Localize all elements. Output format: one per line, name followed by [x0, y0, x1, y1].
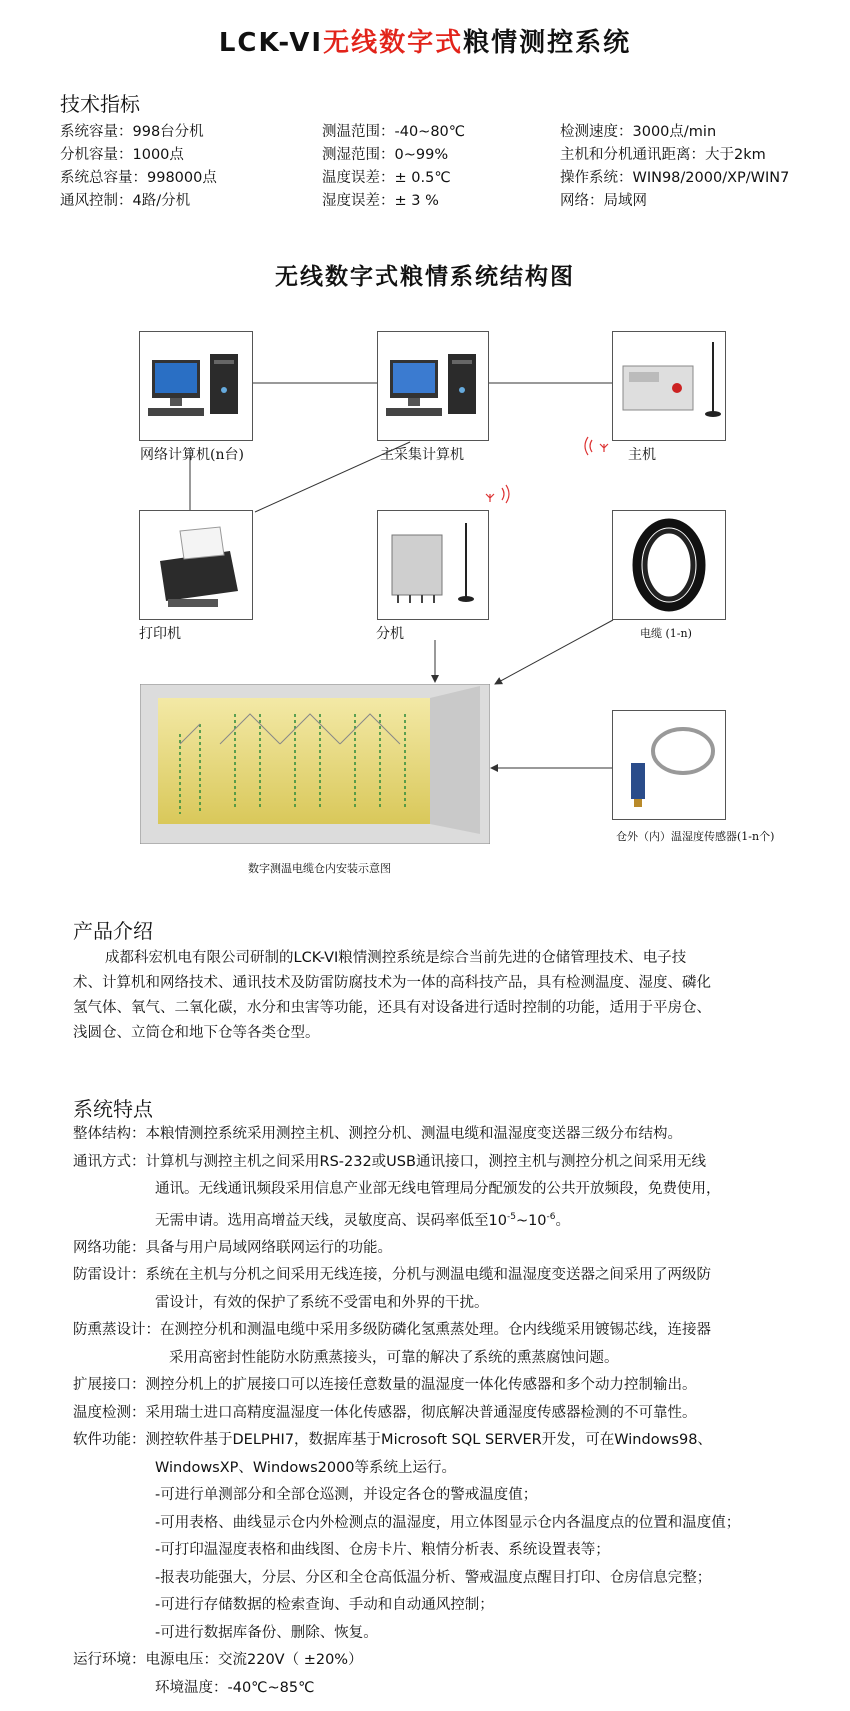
spec-item: 网络：局域网 [560, 193, 647, 209]
label-printer: 打印机 [139, 626, 181, 642]
feature-text: -可进行单测部分和全部仓巡测，并设定各仓的警戒温度值； [155, 1487, 538, 1504]
sensor-icon [613, 711, 725, 819]
feature-item [73, 1262, 813, 1290]
feature-text: WindowsXP、Windows2000等系统上运行。 [155, 1459, 457, 1476]
feature-label: 温度检测： [73, 1404, 146, 1421]
feature-text: -报表功能强大，分层、分区和全仓高低温分析、警戒温度点醒目打印、仓房信息完整； [155, 1569, 712, 1586]
printer-box [139, 510, 253, 620]
spec-item: 系统总容量：998000点 [60, 170, 217, 186]
intro-line: 氢气体、氧气、二氧化碳，水分和虫害等功能，还具有对设备进行适时控制的功能，适用于平房仓、 [73, 1000, 711, 1016]
intro-line: 浅圆仓、立筒仓和地下仓等各类仓型。 [73, 1025, 320, 1041]
feature-label: 运行环境： [73, 1652, 146, 1669]
cable-icon [613, 511, 725, 619]
feature-text: 采用瑞士进口高精度温湿度一体化传感器，彻底解决普通湿度传感器检测的不可靠性。 [145, 1404, 697, 1421]
exp-2: -6 [546, 1211, 556, 1222]
feature-item [73, 1372, 813, 1400]
title-prefix: LCK-VI [218, 28, 324, 58]
host-device-icon [613, 332, 725, 440]
feature-item [73, 1400, 813, 1428]
feature-text: -可用表格、曲线显示仓内外检测点的温湿度，用立体图显示仓内各温度点的位置和温度值； [155, 1514, 741, 1531]
slave-box [377, 510, 489, 620]
feature-text: 电源电压：交流220V（ ±20%） [145, 1652, 363, 1669]
intro-line: 术、计算机和网络技术、通讯技术及防雷防腐技术为一体的高科技产品，具有检测温度、湿度、磷化 [73, 975, 711, 991]
feature-item [73, 1121, 813, 1149]
spec-item: 操作系统：WIN98/2000/XP/WIN7 [560, 170, 790, 186]
feature-text: 测控分机上的扩展接口可以连接任意数量的温湿度一体化传感器和多个动力控制输出。 [145, 1377, 697, 1394]
label-host: 主机 [628, 447, 656, 463]
computer-icon [378, 332, 488, 440]
comm-line3-mid: ~10 [515, 1212, 547, 1229]
arrow-cable-warehouse [495, 620, 613, 684]
feature-item [73, 1317, 813, 1345]
label-sensor: 仓外（内）温湿度传感器(1-n个) [616, 830, 775, 843]
feature-label: 整体结构： [73, 1126, 146, 1142]
intro-text [73, 946, 803, 1046]
feature-text: 计算机与测控主机之间采用RS-232或USB通讯接口，测控主机与测控分机之间采用无线 [145, 1153, 706, 1170]
feature-label: 扩展接口： [73, 1377, 146, 1394]
exp-1: -5 [506, 1211, 516, 1222]
slave-device-icon [378, 511, 488, 619]
comm-line3-text: 无需申请。选用高增益天线，灵敏度高、误码率低至10 [155, 1212, 507, 1229]
feature-label: 软件功能： [73, 1432, 146, 1449]
feature-label: 防熏蒸设计： [73, 1322, 160, 1339]
spec-item: 温度误差：± 0.5℃ [322, 170, 451, 186]
feature-item [73, 1427, 813, 1455]
feature-text [73, 1204, 813, 1235]
specs-heading: 技术指标 [60, 92, 140, 116]
printer-icon [140, 511, 252, 619]
spec-item: 检测速度：3000点/min [560, 124, 717, 140]
spec-item: 测湿范围：0~99% [322, 147, 449, 163]
spec-item: 系统容量：998台分机 [60, 124, 204, 140]
warehouse-illustration [140, 684, 490, 844]
feature-text: 环境温度：-40℃~85℃ [155, 1679, 315, 1696]
intro-heading: 产品介绍 [73, 919, 153, 943]
feature-text: 本粮情测控系统采用测控主机、测控分机、测温电缆和温湿度变送器三级分布结构。 [145, 1126, 682, 1142]
spec-item: 主机和分机通讯距离：大于2km [560, 147, 766, 163]
signal-icon-host [585, 437, 608, 455]
features-list [73, 1121, 813, 1702]
feature-text: -可进行存储数据的检索查询、手动和自动通风控制； [155, 1597, 494, 1614]
feature-text: 系统在主机与分机之间采用无线连接，分机与测温电缆和温湿度变送器之间采用了两级防 [145, 1267, 711, 1284]
computer-icon [140, 332, 252, 440]
warehouse-icon [140, 684, 490, 844]
intro-line: 成都科宏机电有限公司研制的LCK-VI粮情测控系统是综合当前先进的仓储管理技术、电子技 [105, 950, 687, 966]
spec-item: 测温范围：-40~80℃ [322, 124, 466, 140]
feature-text: 具备与用户局域网络联网运行的功能。 [145, 1239, 392, 1256]
feature-item [73, 1235, 813, 1263]
main-computer-box [377, 331, 489, 441]
host-box [612, 331, 726, 441]
spec-item: 分机容量：1000点 [60, 147, 184, 163]
label-cable: 电缆 (1-n) [640, 627, 692, 640]
feature-text: -可进行数据库备份、删除、恢复。 [155, 1624, 378, 1641]
title-suffix: 粮情测控系统 [463, 28, 632, 58]
feature-text: 在测控分机和测温电缆中采用多级防磷化氢熏蒸处理。仓内线缆采用镀锡芯线，连接器 [160, 1322, 711, 1339]
sensor-box [612, 710, 726, 820]
signal-icon-slave [486, 485, 509, 503]
features-heading: 系统特点 [73, 1097, 153, 1121]
network-computer-box [139, 331, 253, 441]
diagram-title: 无线数字式粮情系统结构图 [275, 264, 575, 290]
feature-text: 测控软件基于DELPHI7，数据库基于Microsoft SQL SERVER开发，可在Windows98、 [145, 1432, 712, 1449]
feature-item [73, 1149, 813, 1177]
feature-label: 通讯方式： [73, 1153, 146, 1170]
feature-text: -可打印温湿度表格和曲线图、仓房卡片、粮情分析表、系统设置表等； [155, 1542, 610, 1559]
feature-item [73, 1647, 813, 1675]
label-network-pc: 网络计算机(n台) [140, 447, 244, 463]
label-warehouse-caption: 数字测温电缆仓内安装示意图 [248, 862, 391, 875]
spec-item: 通风控制：4路/分机 [60, 193, 191, 209]
comm-line3-end: 。 [555, 1212, 571, 1229]
feature-label: 防雷设计： [73, 1267, 146, 1284]
cable-box [612, 510, 726, 620]
title-red: 无线数字式 [323, 28, 464, 58]
label-main-pc: 主采集计算机 [380, 447, 464, 463]
feature-label: 网络功能： [73, 1239, 146, 1256]
feature-text: 通讯。无线通讯频段采用信息产业部无线电管理局分配颁发的公共开放频段，免费使用， [155, 1181, 721, 1197]
spec-item: 湿度误差：± 3 % [322, 193, 439, 209]
feature-text: 采用高密封性能防水防熏蒸接头，可靠的解决了系统的熏蒸腐蚀问题。 [169, 1349, 619, 1366]
label-slave: 分机 [376, 626, 404, 642]
feature-text: 雷设计，有效的保护了系统不受雷电和外界的干扰。 [155, 1294, 489, 1311]
